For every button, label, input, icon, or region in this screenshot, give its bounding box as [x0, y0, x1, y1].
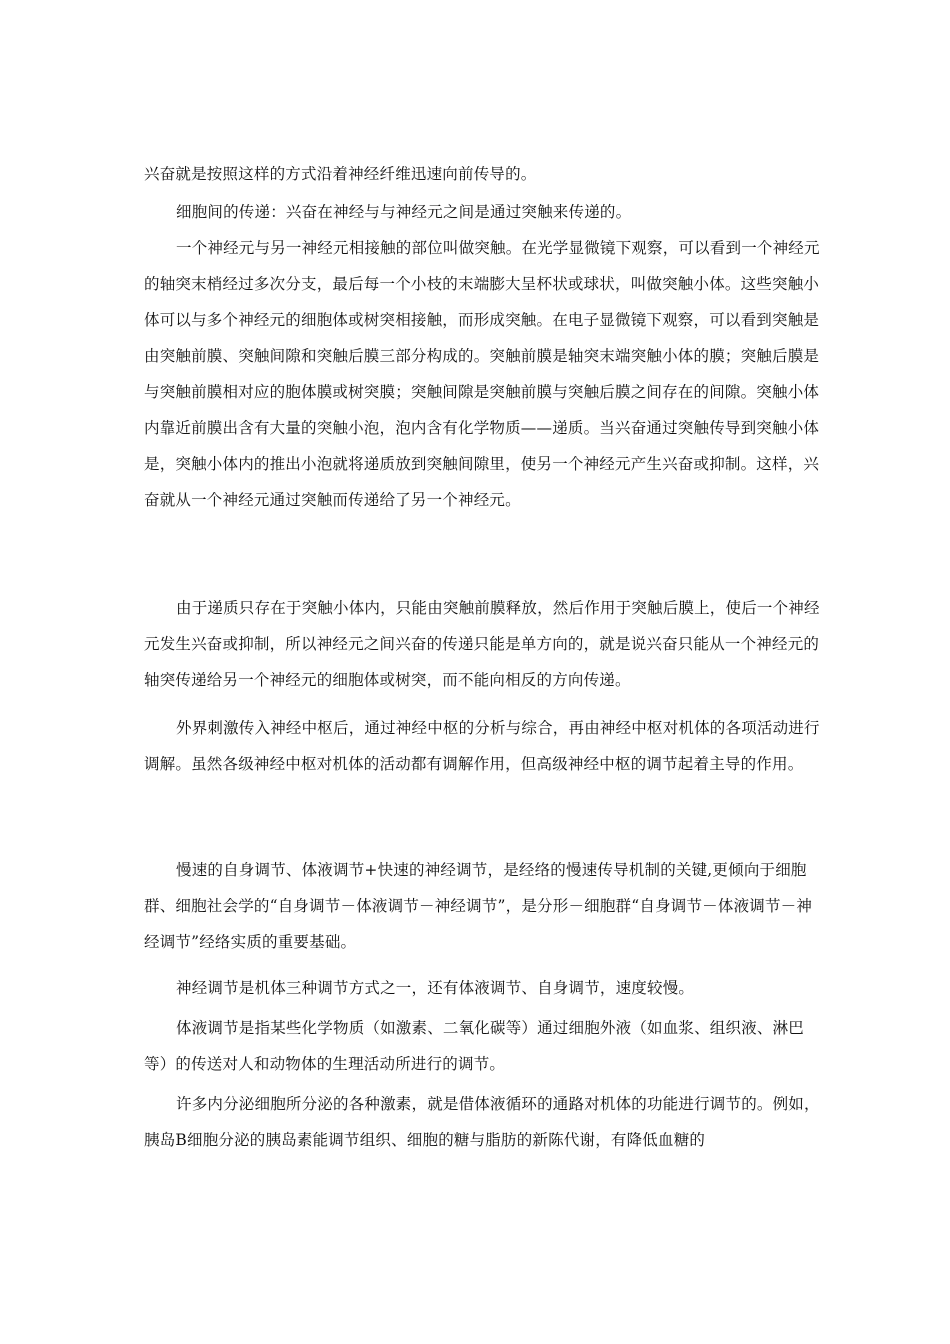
paragraph-4: 由于递质只存在于突触小体内，只能由突触前膜释放，然后作用于突触后膜上，使后一个神经元发生兴奋或抑制，所以神经元之间兴奋的传递只能是单方向的，就是说兴奋只能从一个神经元的轴突传递给另一个神经元的细胞体或树突，而不能向相反的方向传递。 [144, 599, 820, 689]
paragraph-2: 细胞间的传递：兴奋在神经与与神经元之间是通过突触来传递的。 [176, 203, 632, 221]
paragraph-6: 慢速的自身调节、体液调节+快速的神经调节，是经络的慢速传导机制的关键,更倾向于细胞群、细胞社会学的“自身调节－体液调节－神经调节”，是分形－细胞群“自身调节－体液调节－神经调节”经络实质的重要基础。 [144, 861, 813, 951]
paragraph-7: 神经调节是机体三种调节方式之一，还有体液调节、自身调节，速度较慢。 [176, 979, 695, 997]
paragraph-1: 兴奋就是按照这样的方式沿着神经纤维迅速向前传导的。 [144, 165, 537, 183]
paragraph-5: 外界刺激传入神经中枢后，通过神经中枢的分析与综合，再由神经中枢对机体的各项活动进行调解。虽然各级神经中枢对机体的活动都有调解作用，但高级神经中枢的调节起着主导的作用。 [144, 719, 820, 773]
paragraph-3: 一个神经元与另一神经元相接触的部位叫做突触。在光学显微镜下观察，可以看到一个神经元的轴突末梢经过多次分支，最后每一个小枝的末端膨大呈杯状或球状，叫做突触小体。这些突触小体可以与多个神经元的细胞体或树突相接触，而形成突触。在电子显微镜下观察，可以看到突触是由突触前膜、突触间隙和突触后膜三部分构成的。突触前膜是轴突末端突触小体的膜；突触后膜是与突触前膜相对应的胞体膜或树突膜；突触间隙是突触前膜与突触后膜之间存在的间隙。突触小体内靠近前膜出含有大量的突触小泡，泡内含有化学物质——递质。当兴奋通过突触传导到突触小体是，突触小体内的推出小泡就将递质放到突触间隙里，使另一个神经元产生兴奋或抑制。这样，兴奋就从一个神经元通过突触而传递给了另一个神经元。 [144, 239, 820, 509]
paragraph-9: 许多内分泌细胞所分泌的各种激素，就是借体液循环的通路对机体的功能进行调节的。例如，胰岛B细胞分泌的胰岛素能调节组织、细胞的糖与脂肪的新陈代谢，有降低血糖的 [144, 1095, 820, 1149]
paragraph-8: 体液调节是指某些化学物质（如激素、二氧化碳等）通过细胞外液（如血浆、组织液、淋巴等）的传送对人和动物体的生理活动所进行的调节。 [144, 1019, 805, 1073]
